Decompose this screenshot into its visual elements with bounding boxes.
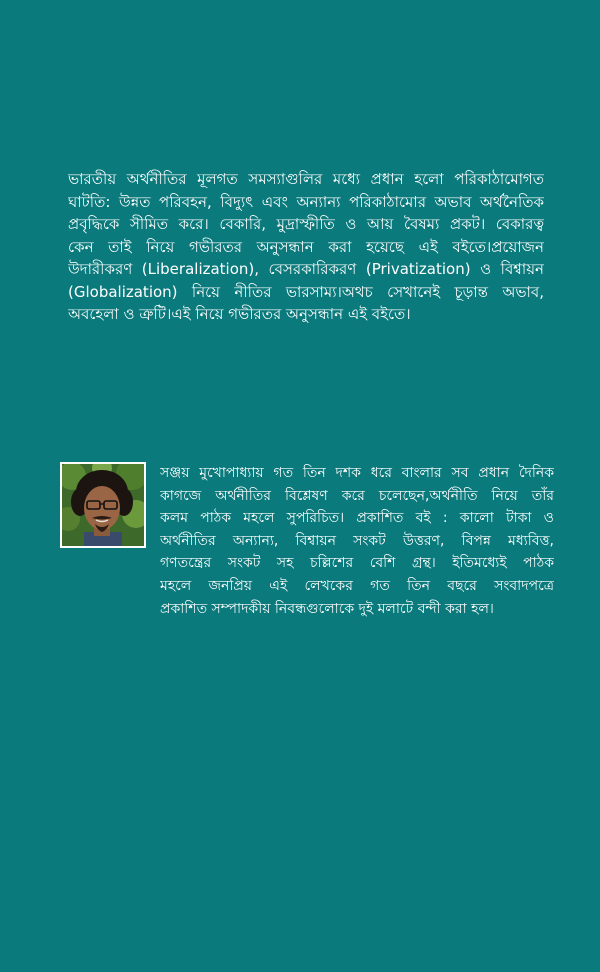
bio-line: প্রকাশিত সম্পাদকীয় নিবন্ধগুলোকে দুই মলাটে বন্দী করা হল। (160, 600, 494, 617)
author-bio (160, 462, 554, 620)
blurb-line: উদারীকরণ (Liberalization), বেসরকারিকরণ (Privatization) ও বিশ্বায়ন (68, 260, 544, 278)
blurb-line: (Globalization) নিয়ে নীতির ভারসাম্য।অথচ সেখানেই চূড়ান্ত অভাব, (68, 282, 544, 301)
bio-line: গণতন্ত্রের সংকট সহ চল্লিশের বেশি গ্রন্থ। ইতিমধ্যেই পাঠক (160, 555, 554, 572)
bio-line: কলম পাঠক মহলে সুপরিচিত। প্রকাশিত বই : কালো টাকা ও (160, 510, 554, 527)
book-blurb (68, 168, 544, 326)
blurb-line: প্রবৃদ্ধিকে সীমিত করে। বেকারি, মুদ্রাস্ফীতি ও আয় বৈষম্য প্রকট। বেকারত্ব (68, 215, 544, 233)
blurb-line: কেন তাই নিয়ে গভীরতর অনুসন্ধান করা হয়েছে এই বইতে।প্রয়োজন (68, 237, 544, 256)
bio-line: অর্থনীতির অন্যান্য, বিশ্বায়ন সংকট উত্তরণ, বিপন্ন মধ্যবিত্ত, (160, 532, 554, 549)
bio-line: সঞ্জয় মুখোপাধ্যায় গত তিন দশক ধরে বাংলার সব প্রধান দৈনিক (160, 465, 554, 481)
bio-line: কাগজে অর্থনীতির বিশ্লেষণ করে চলেছেন,অর্থনীতি নিয়ে তাঁর (160, 487, 554, 504)
author-photo-frame (60, 462, 146, 548)
blurb-line: ঘাটতি: উন্নত পরিবহন, বিদ্যুৎ এবং অন্যান্য পরিকাঠামোর অভাব অর্থনৈতিক (68, 192, 544, 211)
author-photo (62, 464, 144, 546)
blurb-line: অবহেলা ও ত্রুটি।এই নিয়ে গভীরতর অনুসন্ধান এই বইতে। (68, 305, 411, 323)
bio-line: মহলে জনপ্রিয় এই লেখকের গত তিন বছরে সংবাদপত্রে (160, 577, 554, 594)
blurb-line: ভারতীয় অর্থনীতির মূলগত সমস্যাগুলির মধ্যে প্রধান হলো পরিকাঠামোগত (68, 170, 544, 188)
